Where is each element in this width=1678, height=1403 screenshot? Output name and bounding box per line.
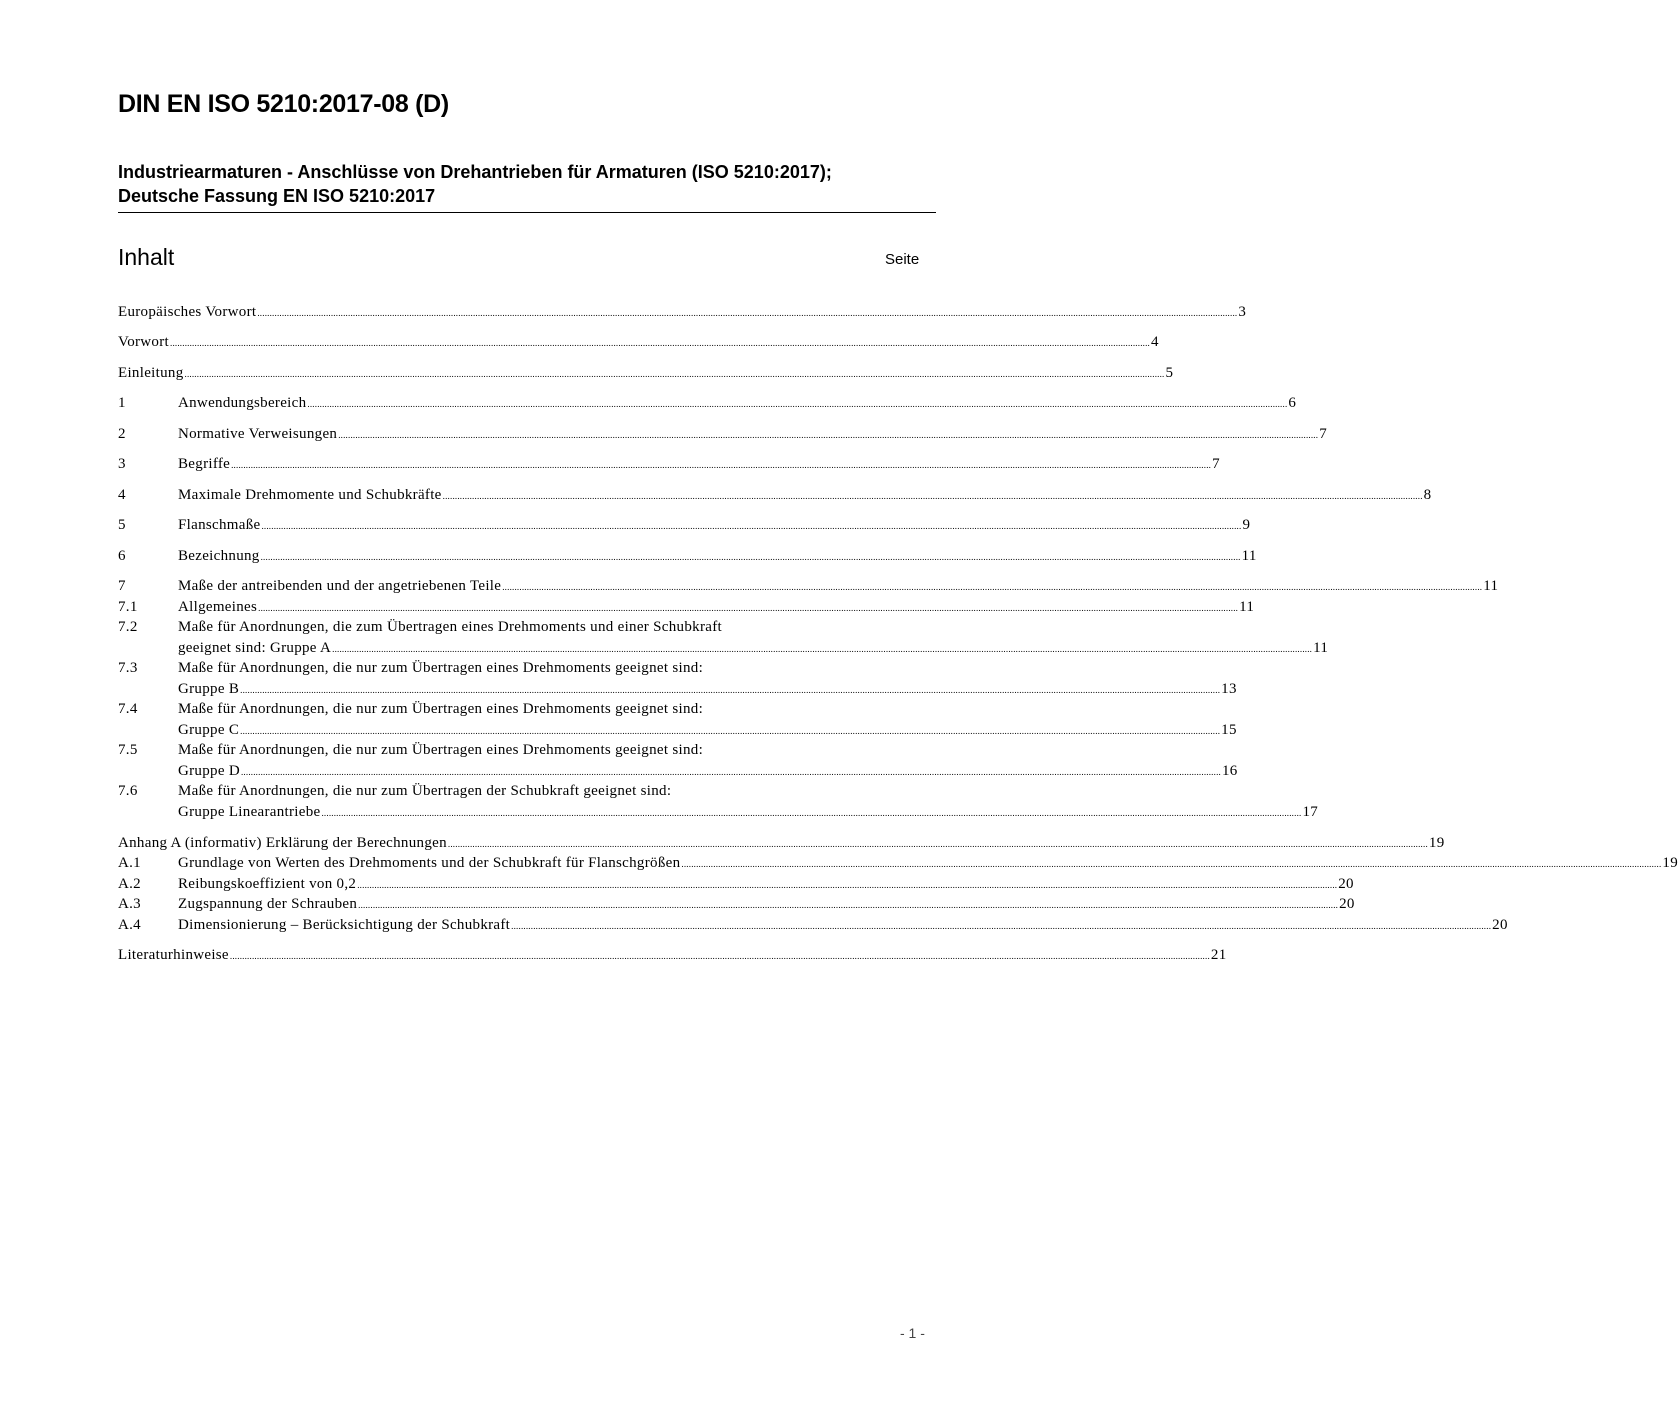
toc-entry-title: Flanschmaße	[178, 517, 261, 533]
toc-entry-title: Gruppe D	[178, 763, 240, 779]
toc-entry-number: 2	[118, 426, 126, 442]
toc-entry-title: Reibungskoeffizient von 0,2	[178, 876, 357, 892]
toc-dot-leader: ................................................................................................................................................................................................................................................................................................................................................................................................................	[357, 880, 1338, 890]
toc-entry[interactable]	[118, 853, 1678, 874]
toc-dot-leader: ................................................................................................................................................................................................................................................................................................................................................................................................................	[502, 582, 1483, 592]
toc-entry[interactable]	[118, 485, 1432, 506]
toc-entry-number: 7.3	[118, 660, 138, 676]
toc-entry-page: 20	[1339, 896, 1355, 912]
toc-dot-leader: ................................................................................................................................................................................................................................................................................................................................................................................................................	[240, 726, 1221, 736]
document-subtitle	[118, 160, 936, 213]
toc-entry-page: 17	[1302, 804, 1319, 820]
toc-entry-title: Europäisches Vorwort	[118, 304, 257, 320]
toc-dot-leader: ................................................................................................................................................................................................................................................................................................................................................................................................................	[240, 685, 1221, 695]
toc-entry-line	[118, 740, 931, 761]
toc-entry-title: Bezeichnung	[178, 548, 260, 564]
toc-entry[interactable]	[118, 833, 1445, 854]
toc-dot-leader: ................................................................................................................................................................................................................................................................................................................................................................................................................	[260, 552, 1241, 562]
toc-dot-leader: ................................................................................................................................................................................................................................................................................................................................................................................................................	[170, 338, 1150, 348]
toc-entry-page: 11	[1241, 548, 1257, 564]
toc-entry-page: 16	[1221, 763, 1238, 779]
toc-entry-page: 9	[1242, 517, 1251, 533]
toc-entry-number: 7.2	[118, 619, 138, 635]
toc-entry-title: Anwendungsbereich	[178, 395, 307, 411]
toc-entry-title: Anhang A (informativ) Erklärung der Berechnungen	[118, 835, 447, 851]
toc-entry-page: 19	[1662, 855, 1678, 871]
subtitle-line-2: Deutsche Fassung EN ISO 5210:2017	[118, 186, 436, 206]
toc-entry-page: 7	[1212, 456, 1220, 472]
toc-dot-leader: ................................................................................................................................................................................................................................................................................................................................................................................................................	[511, 921, 1492, 931]
toc-entry[interactable]	[118, 515, 1251, 536]
toc-entry-page: 3	[1238, 304, 1247, 320]
toc-entry[interactable]	[118, 332, 1159, 353]
toc-entry[interactable]	[118, 720, 1237, 741]
toc-entry[interactable]	[118, 597, 1255, 618]
toc-entry-number: 7.4	[118, 701, 138, 717]
toc-entry-title-line1: Maße für Anordnungen, die nur zum Übertragen eines Drehmoments geeignet sind:	[178, 742, 704, 758]
toc-entry-line	[118, 781, 931, 802]
toc-entry-title: Begriffe	[178, 456, 231, 472]
toc-entry[interactable]	[118, 894, 1355, 915]
toc-entry-line	[118, 699, 931, 720]
toc-entry[interactable]	[118, 679, 1237, 700]
toc-dot-leader: ................................................................................................................................................................................................................................................................................................................................................................................................................	[229, 951, 1210, 961]
toc-entry-page: 21	[1210, 947, 1227, 963]
toc-entry-title-line1: Maße für Anordnungen, die nur zum Übertragen der Schubkraft geeignet sind:	[178, 783, 672, 799]
toc-dot-leader: ................................................................................................................................................................................................................................................................................................................................................................................................................	[307, 399, 1288, 409]
toc-entry[interactable]	[118, 802, 1319, 823]
toc-entry-number: A.2	[118, 876, 141, 892]
toc-dot-leader: ................................................................................................................................................................................................................................................................................................................................................................................................................	[338, 430, 1319, 440]
toc-entry-number: A.3	[118, 896, 141, 912]
toc-entry-page: 11	[1239, 599, 1255, 615]
toc-dot-leader: ................................................................................................................................................................................................................................................................................................................................................................................................................	[258, 603, 1239, 613]
toc-entry-title: Literaturhinweise	[118, 947, 229, 963]
toc-entry-page: 13	[1221, 681, 1237, 697]
toc-entry-title: Gruppe Linearantriebe	[178, 804, 321, 820]
toc-entry-page: 5	[1165, 365, 1174, 381]
toc-entry[interactable]	[118, 546, 1257, 567]
toc-entry-number: 7.1	[118, 599, 138, 615]
toc-entry-title-line1: Maße für Anordnungen, die nur zum Übertragen eines Drehmoments geeignet sind:	[178, 701, 704, 717]
toc-entry[interactable]	[118, 638, 1329, 659]
toc-entry-number: 6	[118, 548, 126, 564]
subtitle-line-1: Industriearmaturen - Anschlüsse von Drehantrieben für Armaturen (ISO 5210:2017);	[118, 162, 832, 182]
toc-entry-number: 7.6	[118, 783, 138, 799]
toc-entry-number: 4	[118, 487, 126, 503]
toc-entry-title-line1: Maße für Anordnungen, die zum Übertragen eines Drehmoments und einer Schubkraft	[178, 619, 722, 635]
toc-dot-leader: ................................................................................................................................................................................................................................................................................................................................................................................................................	[447, 839, 1428, 849]
toc-entry-title: Vorwort	[118, 334, 169, 350]
toc-entry-page: 8	[1423, 487, 1432, 503]
toc-entry-title: Einleitung	[118, 365, 184, 381]
toc-dot-leader: ................................................................................................................................................................................................................................................................................................................................................................................................................	[442, 491, 1423, 501]
toc-entry[interactable]	[118, 363, 1174, 384]
toc-entry-page: 11	[1483, 578, 1499, 594]
toc-entry[interactable]	[118, 454, 1220, 475]
toc-entry[interactable]	[118, 874, 1354, 895]
document-id: DIN EN ISO 5210:2017-08 (D)	[118, 90, 449, 118]
toc-entry-number: 7.5	[118, 742, 138, 758]
toc-entry-number: 3	[118, 456, 126, 472]
toc-entry-line	[118, 617, 931, 638]
toc-dot-leader: ................................................................................................................................................................................................................................................................................................................................................................................................................	[184, 369, 1165, 379]
toc-dot-leader: ................................................................................................................................................................................................................................................................................................................................................................................................................	[332, 644, 1313, 654]
toc-entry-title: Dimensionierung – Berücksichtigung der Schubkraft	[178, 917, 511, 933]
toc-entry-page: 19	[1428, 835, 1445, 851]
toc-dot-leader: ................................................................................................................................................................................................................................................................................................................................................................................................................	[681, 859, 1662, 869]
toc-entry[interactable]	[118, 761, 1238, 782]
toc-heading: Inhalt	[118, 244, 175, 270]
toc-entry-title: Maximale Drehmomente und Schubkräfte	[178, 487, 442, 503]
toc-entry-title: Gruppe B	[178, 681, 240, 697]
toc-entry-number: A.4	[118, 917, 141, 933]
toc-dot-leader: ................................................................................................................................................................................................................................................................................................................................................................................................................	[358, 900, 1339, 910]
toc-entry-page: 15	[1221, 722, 1237, 738]
toc-entry-number: 5	[118, 517, 126, 533]
toc-dot-leader: ................................................................................................................................................................................................................................................................................................................................................................................................................	[261, 521, 1242, 531]
toc-entry-number: 7	[118, 578, 126, 594]
toc-dot-leader: ................................................................................................................................................................................................................................................................................................................................................................................................................	[231, 460, 1212, 470]
toc-entry[interactable]	[118, 576, 1499, 597]
toc-entry-page: 20	[1492, 917, 1508, 933]
toc-dot-leader: ................................................................................................................................................................................................................................................................................................................................................................................................................	[240, 767, 1221, 777]
toc-entry[interactable]	[118, 945, 1227, 966]
toc-entry-number: A.1	[118, 855, 141, 871]
toc-entry-title: Allgemeines	[178, 599, 258, 615]
toc-page-column-label: Seite	[885, 251, 920, 268]
toc-entry-title: Grundlage von Werten des Drehmoments und der Schubkraft für Flanschgrößen	[178, 855, 681, 871]
toc-entry-page: 6	[1288, 395, 1297, 411]
toc-entry-page: 7	[1319, 426, 1328, 442]
toc-entry-page: 20	[1338, 876, 1354, 892]
toc-entry-number: 1	[118, 395, 126, 411]
toc-entry-title: Zugspannung der Schrauben	[178, 896, 358, 912]
toc-entry-title-line1: Maße für Anordnungen, die nur zum Übertragen eines Drehmoments geeignet sind:	[178, 660, 704, 676]
toc-entry-title: Gruppe C	[178, 722, 240, 738]
toc-entry[interactable]	[118, 302, 1247, 323]
toc-entry-title: Maße der antreibenden und der angetriebenen Teile	[178, 578, 502, 594]
page-number-footer: - 1 -	[900, 1325, 925, 1341]
toc-dot-leader: ................................................................................................................................................................................................................................................................................................................................................................................................................	[257, 308, 1238, 318]
toc-entry-line	[118, 658, 931, 679]
toc-entry-page: 11	[1313, 640, 1329, 656]
toc-entry-title: Normative Verweisungen	[178, 426, 338, 442]
toc-entry[interactable]	[118, 915, 1508, 936]
toc-dot-leader: ................................................................................................................................................................................................................................................................................................................................................................................................................	[321, 808, 1302, 818]
toc-entry[interactable]	[118, 393, 1297, 414]
toc-entry-page: 4	[1151, 334, 1159, 350]
toc-entry-title: geeignet sind: Gruppe A	[178, 640, 332, 656]
toc-entry[interactable]	[118, 424, 1328, 445]
